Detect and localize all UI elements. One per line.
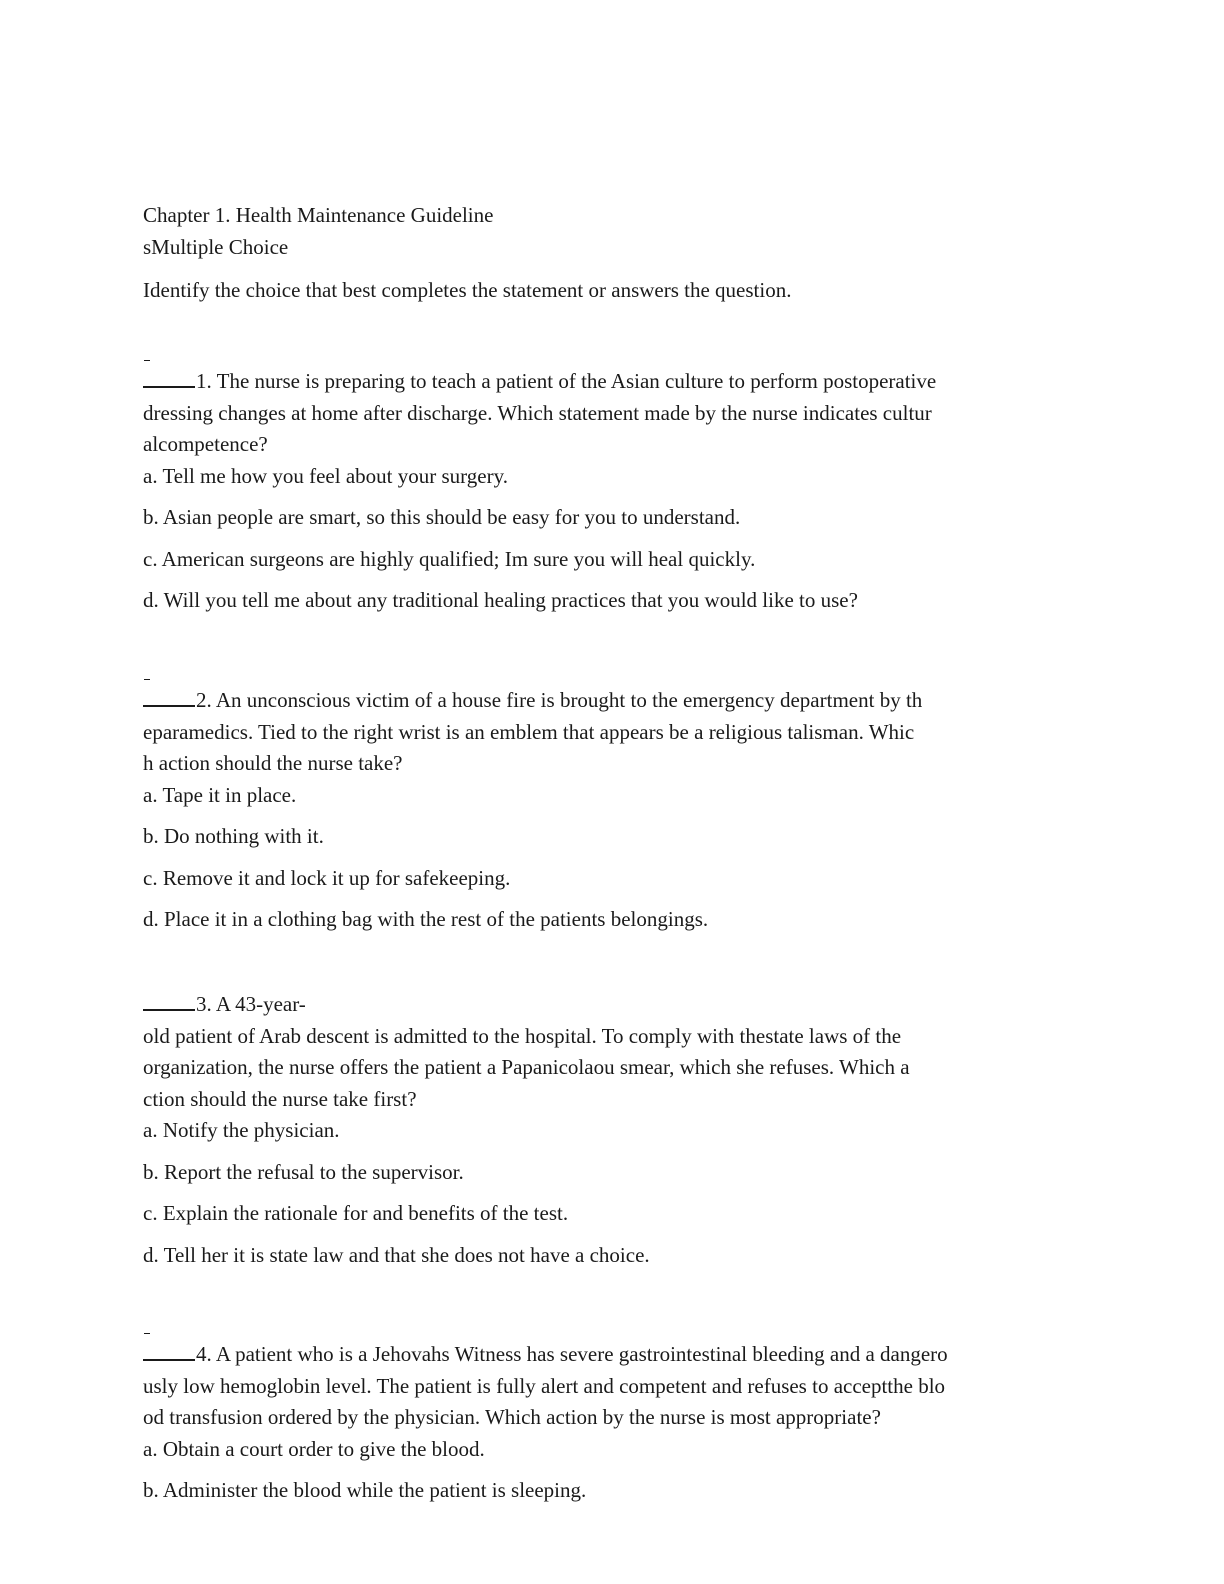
question-4-line-1: 4. A patient who is a Jehovahs Witness has severe gastrointestinal bleeding and a dangero	[143, 1339, 948, 1371]
instructions: Identify the choice that best completes the statement or answers the question.	[143, 278, 792, 302]
question-3-option-d[interactable]: d. Tell her it is state law and that she does not have a choice.	[143, 1242, 650, 1267]
question-3-option-a[interactable]: a. Notify the physician.	[143, 1118, 340, 1142]
question-2-option-a[interactable]: a. Tape it in place.	[143, 782, 297, 807]
question-3-option-b[interactable]: b. Report the refusal to the supervisor.	[143, 1159, 464, 1184]
question-2-line-3: h action should the nurse take?	[143, 751, 403, 775]
answer-blank[interactable]	[143, 1341, 195, 1361]
question-4-option-b[interactable]: b. Administer the blood while the patient is sleeping.	[143, 1478, 587, 1502]
question-4-line-3: od transfusion ordered by the physician. Which action by the nurse is most appropriate?	[143, 1405, 881, 1429]
question-3-line-4: ction should the nurse take first?	[143, 1086, 417, 1111]
question-2-line-1: 2. An unconscious victim of a house fire is brought to the emergency department by th	[143, 685, 922, 717]
question-2-line-2: eparamedics. Tied to the right wrist is an emblem that appears be a religious talisman. Whic	[143, 719, 915, 744]
question-3	[143, 989, 910, 1271]
answer-blank[interactable]	[143, 991, 195, 1011]
document-page	[143, 200, 1083, 1502]
question-1-option-d[interactable]: d. Will you tell me about any traditional healing practices that you would like to use?	[143, 588, 858, 612]
question-1-option-a[interactable]: a. Tell me how you feel about your surgery.	[143, 463, 508, 488]
question-3-line-2: old patient of Arab descent is admitted to the hospital. To comply with thestate laws of the	[143, 1023, 902, 1048]
question-2-option-c[interactable]: c. Remove it and lock it up for safekeeping.	[143, 865, 511, 890]
answer-blank[interactable]	[143, 368, 195, 388]
question-1-line-1: 1. The nurse is preparing to teach a patient of the Asian culture to perform postoperative	[143, 366, 936, 398]
question-4	[143, 1339, 948, 1507]
chapter-title: Chapter 1. Health Maintenance Guideline	[143, 203, 494, 227]
question-2-option-d[interactable]: d. Place it in a clothing bag with the rest of the patients belongings.	[143, 907, 709, 931]
question-1-option-c[interactable]: c. American surgeons are highly qualified; Im sure you will heal quickly.	[143, 546, 756, 571]
question-1-line-3: alcompetence?	[143, 432, 268, 456]
answer-mark	[144, 360, 150, 361]
question-3-option-c[interactable]: c. Explain the rationale for and benefits of the test.	[143, 1201, 569, 1225]
question-1-line-2: dressing changes at home after discharge. Which statement made by the nurse indicates cultur	[143, 400, 932, 425]
question-1-option-b[interactable]: b. Asian people are smart, so this should be easy for you to understand.	[143, 505, 741, 529]
question-2-option-b[interactable]: b. Do nothing with it.	[143, 824, 324, 848]
question-3-line-1: 3. A 43-year-	[143, 989, 910, 1021]
section-title: sMultiple Choice	[143, 234, 289, 259]
question-3-line-3: organization, the nurse offers the patient a Papanicolaou smear, which she refuses. Which a	[143, 1055, 910, 1079]
answer-mark	[144, 679, 150, 680]
answer-blank[interactable]	[143, 687, 195, 707]
answer-mark	[144, 1333, 150, 1334]
question-4-option-a[interactable]: a. Obtain a court order to give the blood.	[143, 1436, 485, 1461]
question-1	[143, 366, 936, 617]
question-4-line-2: usly low hemoglobin level. The patient is fully alert and competent and refuses to acceptthe blo	[143, 1373, 946, 1398]
question-2	[143, 685, 922, 936]
